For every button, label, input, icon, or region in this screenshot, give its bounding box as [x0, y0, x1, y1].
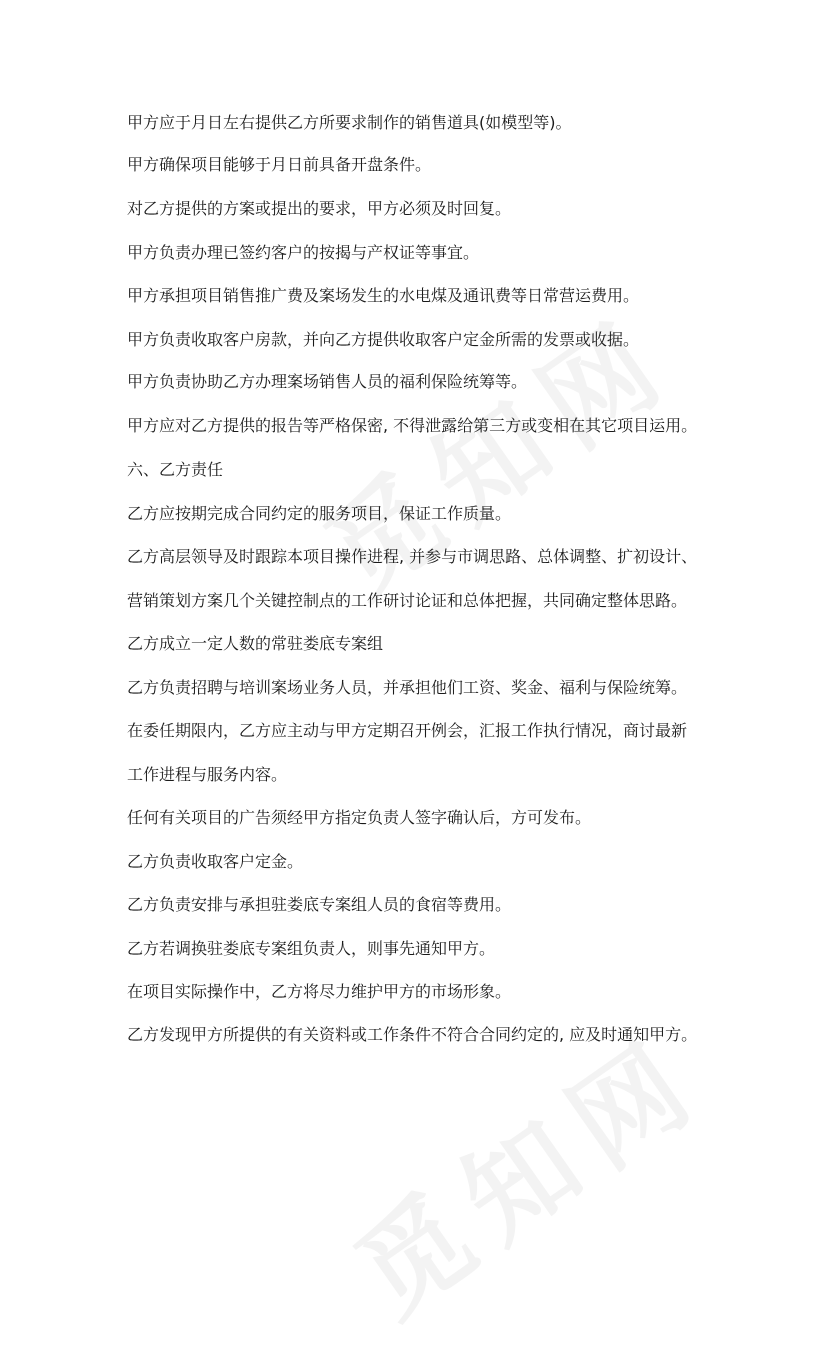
paragraph-line: 工作进程与服务内容。 — [127, 765, 288, 784]
paragraph-line: 在委任期限内，乙方应主动与甲方定期召开例会，汇报工作执行情况，商讨最新 — [127, 721, 688, 740]
paragraph-line: 任何有关项目的广告须经甲方指定负责人签字确认后，方可发布。 — [127, 808, 592, 827]
paragraph-line: 对乙方提供的方案或提出的要求，甲方必须及时回复。 — [127, 199, 512, 218]
paragraph-line: 乙方负责安排与承担驻娄底专案组人员的食宿等费用。 — [127, 895, 512, 914]
paragraph-line: 乙方高层领导及时跟踪本项目操作进程, 并参与市调思路、总体调整、扩初设计、 — [127, 547, 698, 566]
watermark — [290, 272, 700, 625]
paragraph-line: 甲方负责收取客户房款，并向乙方提供收取客户定金所需的发票或收据。 — [127, 330, 640, 349]
paragraph-line: 乙方应按期完成合同约定的服务项目，保证工作质量。 — [127, 504, 512, 523]
paragraph-line: 甲方承担项目销售推广费及案场发生的水电煤及通讯费等日常营运费用。 — [127, 286, 640, 305]
paragraph-line: 乙方若调换驻娄底专案组负责人，则事先通知甲方。 — [127, 939, 496, 958]
paragraph-line: 乙方发现甲方所提供的有关资料或工作条件不符合合同约定的, 应及时通知甲方。 — [127, 1025, 698, 1044]
paragraph-line: 乙方成立一定人数的常驻娄底专案组 — [127, 634, 384, 653]
paragraph-line: 营销策划方案几个关键控制点的工作研讨论证和总体把握，共同确定整体思路。 — [127, 591, 688, 610]
paragraph-line: 乙方负责招聘与培训案场业务人员，并承担他们工资、奖金、福利与保险统筹。 — [127, 678, 688, 697]
paragraph-line: 乙方负责收取客户定金。 — [127, 852, 304, 871]
section-heading: 六、乙方责任 — [127, 460, 224, 479]
paragraph-line: 在项目实际操作中，乙方将尽力维护甲方的市场形象。 — [127, 982, 512, 1001]
paragraph-line: 甲方负责协助乙方办理案场销售人员的福利保险统筹等。 — [127, 372, 528, 391]
paragraph-line: 甲方确保项目能够于月日前具备开盘条件。 — [127, 155, 432, 174]
paragraph-line: 甲方应于月日左右提供乙方所要求制作的销售道具(如模型等)。 — [127, 113, 572, 132]
paragraph-line: 甲方负责办理已签约客户的按揭与产权证等事宜。 — [127, 243, 480, 262]
paragraph-line: 甲方应对乙方提供的报告等严格保密, 不得泄露给第三方或变相在其它项目运用。 — [127, 416, 698, 435]
